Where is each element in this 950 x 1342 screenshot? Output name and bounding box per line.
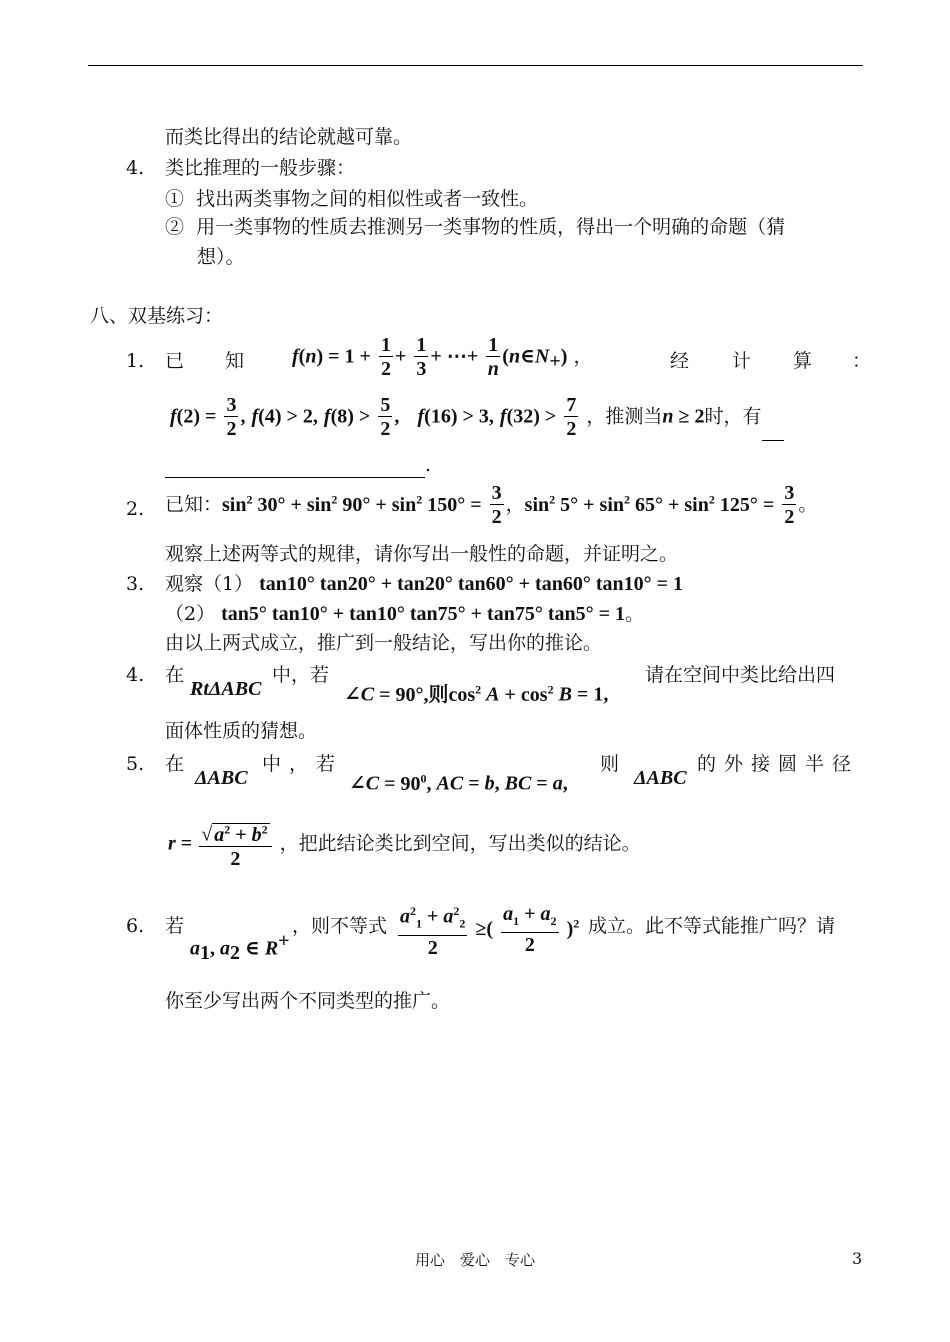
q1-tail2: 时，有	[704, 405, 762, 428]
step-text: 找出两类事物之间的相似性或者一致性。	[196, 188, 539, 210]
q6-text: ，则不等式	[292, 915, 388, 937]
q4-text: 请在空间中类比给出四	[645, 664, 836, 686]
q6-line2: 你至少写出两个不同类型的推广。	[165, 990, 451, 1012]
q2-line2: 观察上述两等式的规律，请你写出一般性的命题，并证明之。	[165, 543, 679, 565]
q5-triangle2: ΔABC	[634, 767, 687, 789]
q5-word: 则	[600, 753, 620, 775]
header-rule	[88, 65, 863, 66]
q1-tail: ，推测当	[586, 405, 663, 428]
q6-text2: 成立。此不等式能推广吗？请	[588, 915, 836, 937]
q6-domain: $a_1$, $a_2$ ∈ R+	[190, 930, 290, 965]
q4-word: 中，若	[272, 664, 330, 686]
answer-blank[interactable]	[762, 422, 784, 441]
page-number: 3	[852, 1249, 863, 1268]
question-number: 4.	[126, 664, 145, 686]
q5-condition: ∠C = $90^0$, AC = b, BC = a,	[349, 771, 568, 795]
q5-word: 在	[165, 753, 185, 775]
question-number: 3.	[126, 573, 145, 595]
q3-eq2: （2） tan5° tan10° + tan10° tan75° + tan75° tan5° = 1。	[165, 603, 645, 625]
steps-title: 类比推理的一般步骤：	[165, 157, 356, 179]
question-number: 5.	[126, 753, 145, 775]
q4-word: 在	[165, 664, 185, 686]
q6-word: 若	[165, 915, 185, 937]
q3-eq1: 观察（1） tan10° tan20° + tan20° tan60° + tan60° tan10° = 1	[165, 573, 684, 595]
q4-line2: 面体性质的猜想。	[165, 720, 318, 742]
section-heading: 八、双基练习：	[90, 305, 224, 327]
q2-sep: ，	[505, 493, 525, 516]
q3-lead1: 观察（1）	[165, 573, 254, 595]
q5-text: 的外接圆半径	[697, 753, 860, 775]
step-text: 用一类事物的性质去推测另一类事物的性质，得出一个明确的命题（猜	[196, 216, 786, 238]
q3-end: 。	[625, 603, 645, 625]
q3-lead2: （2）	[165, 603, 216, 625]
step-1	[165, 186, 538, 212]
q2-end: 。	[798, 493, 818, 516]
q1-word: 经	[670, 350, 690, 372]
q1-word: ：	[852, 350, 872, 372]
q3-line3: 由以上两式成立，推广到一般结论，写出你的推论。	[165, 632, 603, 654]
step-2-cont: 想）。	[197, 246, 245, 268]
q6-inequality: $\frac{a^2_1 + a^2_2}{2}$ ≥( $\frac{a_1 + a_2}{2}$ )$^2$	[396, 900, 579, 960]
step-marker: ②	[165, 216, 185, 238]
q1-word: 计	[732, 350, 752, 372]
q2-lead: 已知：	[165, 493, 223, 516]
q1-end: .	[425, 454, 432, 476]
q5-formula: r = $\frac{√ a^2 + b^2}{2}$ ，把此结论类比到空间，写出类似的结论。	[168, 818, 641, 871]
item-number: 4.	[126, 157, 145, 179]
answer-blank[interactable]	[165, 459, 425, 478]
q1-formula: f(n) = 1 + $\frac{1}{2}$ + $\frac{1}{3}$ + ⋯+ $\frac{1}{n}$ $(n\in N_+)$ ，	[292, 334, 593, 380]
question-number: 2.	[126, 498, 145, 520]
q1-word: 已	[165, 350, 185, 372]
step-marker: ①	[165, 188, 185, 210]
step-2	[165, 214, 785, 240]
q1-blank-line	[165, 452, 431, 478]
q5-tail: ，把此结论类比到空间，写出类似的结论。	[279, 832, 641, 855]
q1-results: f(2) = $\frac{3}{2}$ , f(4) > 2, f(8) > $\frac{5}{2}$ , f(16) > 3, f(32) > $\frac{7}{2}$ ，推测当n ≥ 2时，有	[170, 394, 784, 441]
q2-formula: 已知：$\sin^2 30^\circ + \sin^2 90^\circ + \sin^2 150^\circ$ = $\frac{3}{2}$ ，$\sin^2 5^\circ + \sin^2 65^\circ + \sin^2 125^\circ$ = $\frac{3}{2}$ 。	[165, 482, 818, 528]
q5-triangle: ΔABC	[195, 767, 248, 789]
q1-word: 知	[225, 350, 245, 372]
q4-condition: ∠C = 90°,则$\cos^2 A + \cos^2 B = 1$,	[344, 682, 609, 706]
question-number: 1.	[126, 350, 145, 372]
q5-word: 中，若	[262, 753, 344, 775]
page-footer: 用心 爱心 专心	[414, 1251, 535, 1269]
question-number: 6.	[126, 915, 145, 937]
continuation-text: 而类比得出的结论就越可靠。	[165, 126, 413, 148]
q4-triangle: RtΔABC	[190, 678, 262, 700]
q1-word: 算	[793, 350, 813, 372]
